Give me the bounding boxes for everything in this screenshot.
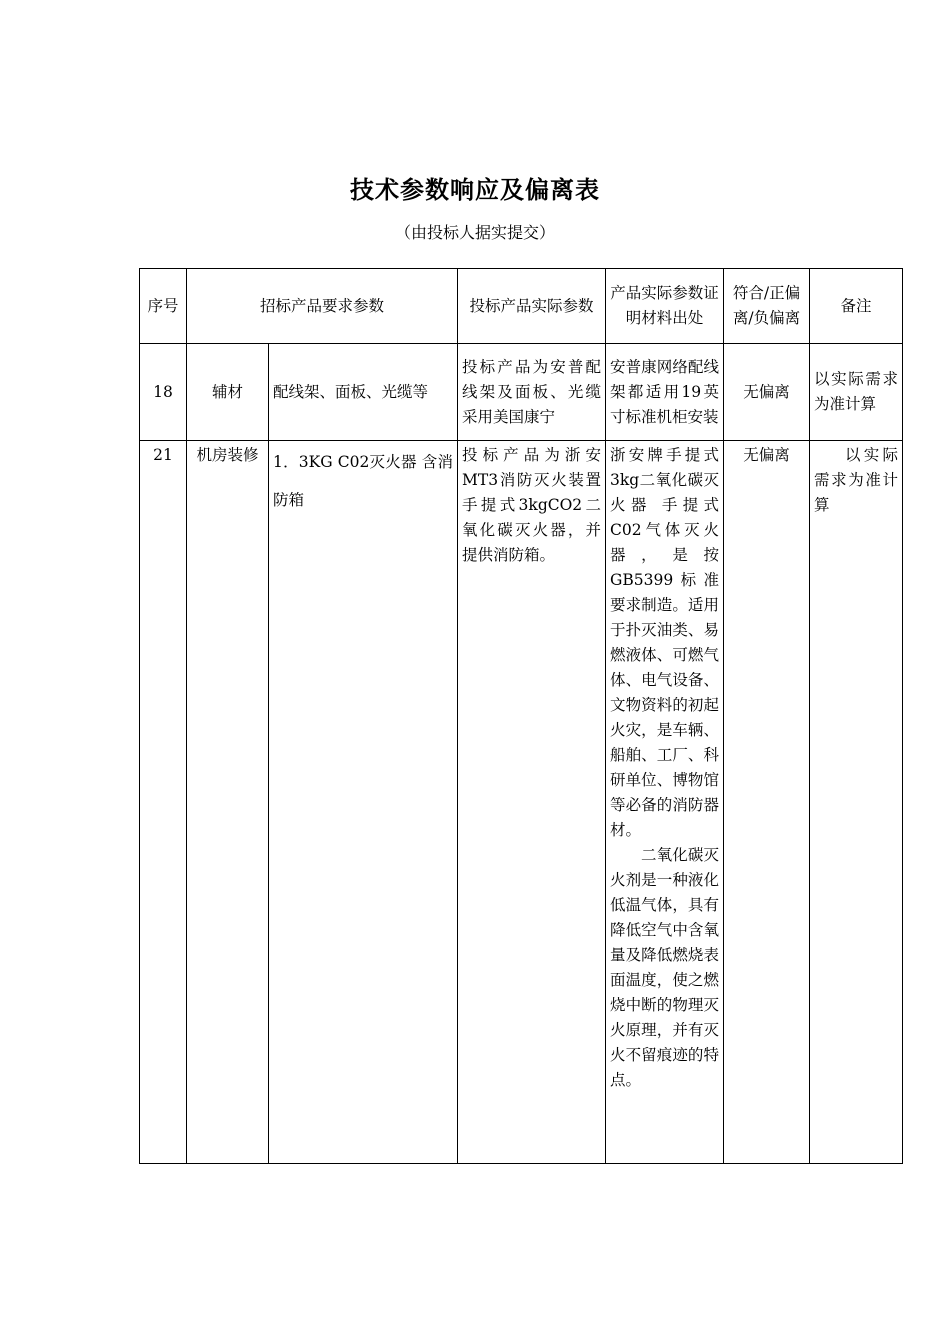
table-row — [140, 344, 903, 441]
table-header-row — [140, 269, 903, 344]
row-remark: 以实际需求为准计算 — [810, 344, 903, 441]
row-proof — [606, 441, 724, 1164]
header-actual: 投标产品实际参数 — [458, 269, 606, 344]
row-actual: 投标产品为浙安MT3消防灭火装置手提式3kgCO2二氧化碳灭火器，并提供消防箱。 — [458, 441, 606, 1164]
row-category: 辅材 — [187, 344, 269, 441]
table-row — [140, 441, 903, 1164]
header-requirement: 招标产品要求参数 — [187, 269, 458, 344]
header-remark: 备注 — [810, 269, 903, 344]
row-seq: 21 — [140, 441, 187, 1164]
header-seq: 序号 — [140, 269, 187, 344]
header-deviation: 符合/正偏离/负偏离 — [724, 269, 810, 344]
row-remark: 以实际需求为准计算 — [810, 441, 903, 1164]
row-category: 机房装修 — [187, 441, 269, 1164]
deviation-table — [139, 268, 903, 1164]
row-seq: 18 — [140, 344, 187, 441]
row-deviation: 无偏离 — [724, 441, 810, 1164]
row-deviation: 无偏离 — [724, 344, 810, 441]
row-requirement: 配线架、面板、光缆等 — [269, 344, 458, 441]
header-proof: 产品实际参数证明材料出处 — [606, 269, 724, 344]
proof-paragraph: 二氧化碳灭火剂是一种液化低温气体，具有降低空气中含氧量及降低燃烧表面温度，使之燃烧中断的物理灭火原理，并有灭火不留痕迹的特点。 — [610, 846, 720, 1089]
proof-paragraph: 浙安牌手提式3kg二氧化碳灭火器 手提式C02气体灭火器，是按GB5399标准要求制造。适用于扑灭油类、易燃液体、可燃气体、电气设备、文物资料的初起火灾，是车辆、船舶、工厂、科研单位、博物馆等必备的消防器材。 — [610, 446, 720, 839]
row-requirement: 1．3KG C02灭火器 含消防箱 — [269, 441, 458, 1164]
page-title: 技术参数响应及偏离表 — [350, 175, 600, 204]
row-actual: 投标产品为安普配线架及面板、光缆采用美国康宁 — [458, 344, 606, 441]
row-proof: 安普康网络配线架都适用19英寸标准机柜安装 — [606, 344, 724, 441]
page-subtitle: （由投标人据实提交） — [394, 223, 555, 242]
